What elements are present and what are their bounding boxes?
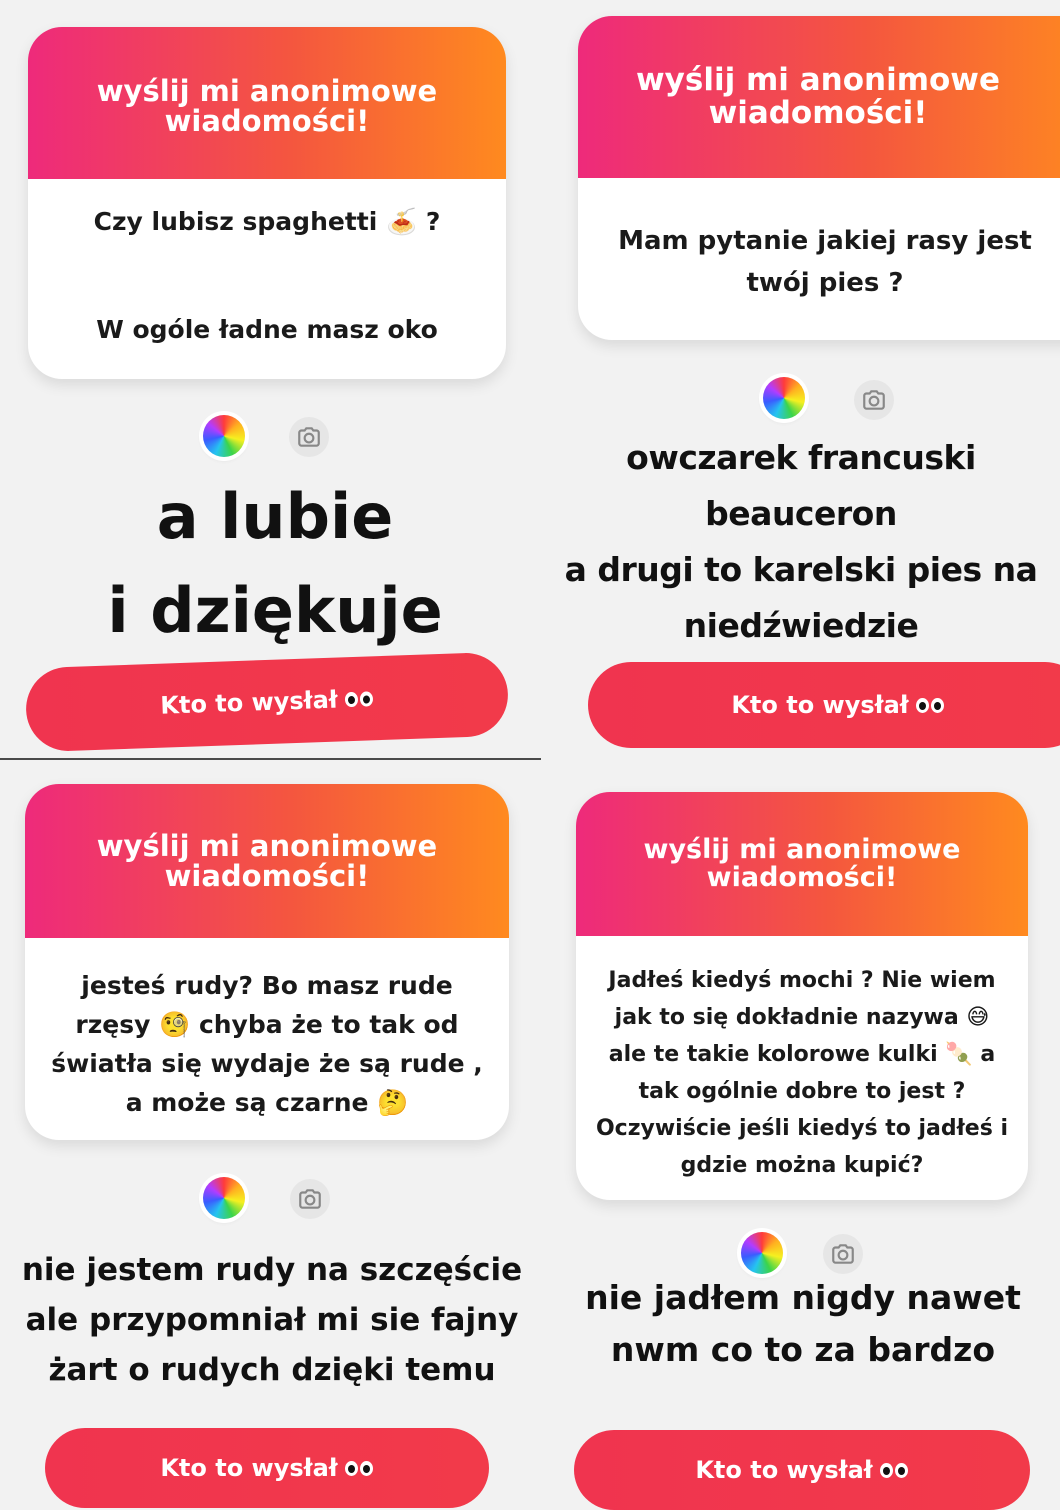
question-line: W ogóle ładne masz oko — [96, 315, 438, 344]
question-card-4 — [576, 792, 1028, 1200]
answer-text: a lubie i dziękuje — [107, 480, 443, 647]
answer-text: owczarek francuski beauceron a drugi to karelski pies na niedźwiedzie — [564, 438, 1038, 645]
button-label: Kto to wysłał — [160, 1454, 338, 1482]
eyes-emoji-icon — [343, 691, 374, 707]
color-wheel-icon[interactable] — [203, 415, 245, 457]
who-sent-button[interactable] — [588, 662, 1060, 748]
camera-icon[interactable] — [823, 1234, 863, 1274]
question-card-1 — [28, 27, 506, 379]
question-text: Mam pytanie jakiej rasy jest twój pies ? — [618, 226, 1032, 298]
button-label: Kto to wysłał — [159, 685, 339, 720]
eyes-emoji-icon — [915, 698, 945, 713]
divider — [0, 758, 541, 760]
card-header-title: wyślij mi anonimowe wiadomości! — [578, 16, 1060, 178]
question-text — [28, 207, 506, 344]
eyes-emoji-icon — [879, 1463, 909, 1478]
eyes-emoji-icon — [344, 1461, 374, 1476]
camera-icon[interactable] — [289, 417, 329, 457]
camera-icon[interactable] — [290, 1179, 330, 1219]
color-wheel-icon[interactable] — [763, 377, 805, 419]
question-card-3 — [25, 784, 509, 1140]
button-label: Kto to wysłał — [695, 1456, 873, 1484]
question-card-2 — [578, 16, 1060, 340]
card-header-title: wyślij mi anonimowe wiadomości! — [25, 784, 509, 938]
answer-text: nie jestem rudy na szczęście ale przypomniał mi sie fajny żart o rudych dzięki temu — [21, 1252, 523, 1388]
card-header-title: wyślij mi anonimowe wiadomości! — [576, 792, 1028, 936]
button-label: Kto to wysłał — [731, 691, 909, 719]
camera-icon[interactable] — [854, 380, 894, 420]
card-header-title: wyślij mi anonimowe wiadomości! — [28, 27, 506, 179]
question-text: Jadłeś kiedyś mochi ? Nie wiem jak to się dokładnie nazywa 😅 ale te takie kolorowe kulki 🍡 a tak ogólnie dobre to jest ? Oczywiście jeśli kiedyś to jadłeś i gdzie można kupić? — [595, 968, 1009, 1178]
question-text: jesteś rudy? Bo masz rude rzęsy 🧐 chyba że to tak od światła się wydaje że są rude , a może są czarne 🤔 — [51, 971, 483, 1117]
color-wheel-icon[interactable] — [741, 1232, 783, 1274]
who-sent-button[interactable] — [574, 1430, 1030, 1510]
answer-text: nie jadłem nigdy nawet nwm co to za bardzo — [585, 1278, 1021, 1369]
who-sent-button[interactable] — [25, 652, 510, 753]
who-sent-button[interactable] — [45, 1428, 489, 1508]
color-wheel-icon[interactable] — [203, 1177, 245, 1219]
question-line: Czy lubisz spaghetti 🍝 ? — [93, 207, 441, 236]
